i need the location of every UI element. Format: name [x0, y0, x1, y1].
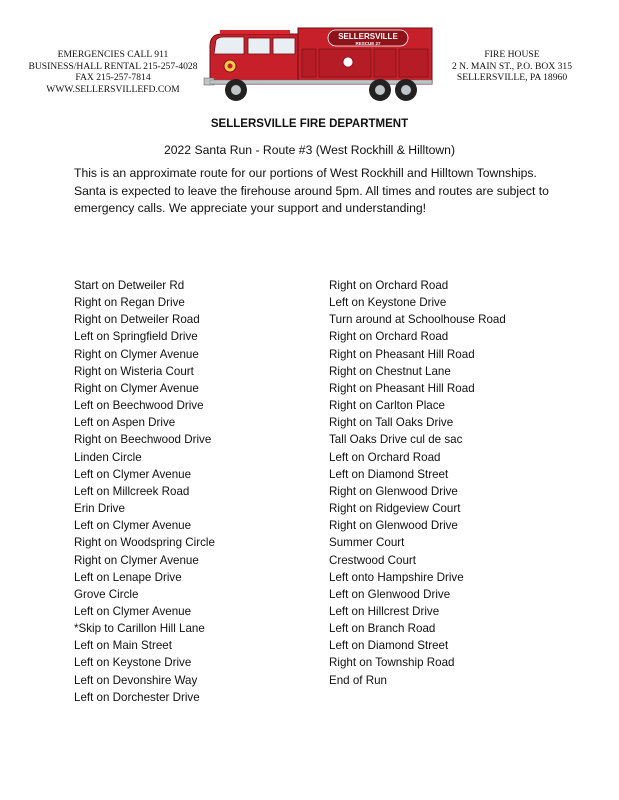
route-step: Left on Clymer Avenue — [74, 604, 192, 618]
route-step: Left on Branch Road — [329, 622, 436, 636]
route-step: Start on Detweiler Rd — [74, 279, 185, 292]
route-step: Right on Glenwood Drive — [329, 519, 458, 533]
route-step: Right on Clymer Avenue — [74, 381, 199, 395]
address-block — [438, 49, 586, 84]
route-step: Linden Circle — [74, 450, 142, 464]
route-step: Right on Chestnut Lane — [329, 364, 451, 378]
route-step: Left on Main Street — [74, 639, 172, 653]
route-step: Left on Clymer Avenue — [74, 467, 192, 481]
route-step: Crestwood Court — [329, 553, 416, 567]
truck-name-text: SELLERSVILLE — [338, 32, 398, 41]
route-subtitle: 2022 Santa Run - Route #3 (West Rockhill & Hilltown) — [163, 143, 456, 157]
route-list-left — [74, 277, 215, 706]
fire-truck-illustration — [202, 22, 436, 104]
route-step: Right on Ridgeview Court — [329, 502, 461, 516]
route-step: Right on Regan Drive — [74, 296, 185, 310]
route-step: Left on Springfield Drive — [74, 330, 198, 344]
route-step: End of Run — [329, 673, 388, 687]
route-step: Summer Court — [329, 536, 405, 550]
route-step: Left on Glenwood Drive — [329, 587, 451, 601]
route-step: Left on Lenape Drive — [74, 570, 182, 584]
letterhead — [0, 0, 619, 110]
business-phone-line: BUSINESS/HALL RENTAL 215-257-4028 — [28, 60, 198, 72]
route-step: Right on Beechwood Drive — [74, 433, 212, 447]
route-step: Right on Township Road — [329, 656, 455, 670]
website-line: WWW.SELLERSVILLEFD.COM — [46, 83, 180, 95]
route-step: Erin Drive — [74, 502, 125, 516]
route-step: Left on Keystone Drive — [329, 296, 447, 310]
route-step: Left on Beechwood Drive — [74, 399, 204, 413]
route-step: Left on Hillcrest Drive — [329, 604, 440, 618]
fax-line: FAX 215-257-7814 — [75, 72, 151, 83]
route-step: Right on Orchard Road — [329, 279, 449, 292]
route-list-right — [329, 277, 506, 689]
route-step: Grove Circle — [74, 587, 139, 601]
route-step: Left on Clymer Avenue — [74, 519, 192, 533]
emergency-line: EMERGENCIES CALL 911 — [57, 49, 169, 60]
route-step: Right on Clymer Avenue — [74, 347, 199, 361]
route-step: Right on Wisteria Court — [74, 364, 194, 378]
route-step: Right on Carlton Place — [329, 399, 445, 413]
route-step: Left on Orchard Road — [329, 450, 441, 464]
route-step: Right on Clymer Avenue — [74, 553, 199, 567]
route-step: Left onto Hampshire Drive — [329, 570, 464, 584]
route-step: Left on Diamond Street — [329, 639, 449, 653]
document-title: SELLERSVILLE FIRE DEPARTMENT — [210, 118, 409, 130]
route-step: Left on Diamond Street — [329, 467, 449, 481]
firehouse-label: FIRE HOUSE — [484, 49, 540, 60]
route-step: Left on Dorchester Drive — [74, 690, 200, 704]
route-step: Right on Pheasant Hill Road — [329, 381, 475, 395]
route-step: Right on Woodspring Circle — [74, 536, 215, 550]
truck-unit-text: RESCUE 27 — [355, 41, 381, 46]
route-step: Right on Orchard Road — [329, 330, 449, 344]
route-step: Left on Aspen Drive — [74, 416, 176, 430]
route-step: Right on Pheasant Hill Road — [329, 347, 475, 361]
route-step: Tall Oaks Drive cul de sac — [329, 433, 463, 447]
city-state-zip: SELLERSVILLE, PA 18960 — [456, 72, 568, 83]
street-address: 2 N. MAIN ST., P.O. BOX 315 — [451, 60, 573, 72]
route-step: Left on Keystone Drive — [74, 656, 192, 670]
route-step: Right on Glenwood Drive — [329, 484, 458, 498]
contact-info-block — [28, 49, 198, 95]
route-step: Right on Detweiler Road — [74, 313, 200, 327]
route-step: Right on Tall Oaks Drive — [329, 416, 454, 430]
route-step: Turn around at Schoolhouse Road — [329, 313, 506, 327]
route-step: Left on Devonshire Way — [74, 673, 198, 687]
route-step: Left on Millcreek Road — [74, 484, 190, 498]
intro-paragraph: This is an approximate route for our portions of West Rockhill and Hilltown Townships. Santa is expected to leave the firehouse around 5pm. All times and routes are subject to emergency calls. We appreciate your support and understanding! — [74, 166, 549, 215]
route-step: *Skip to Carillon Hill Lane — [74, 622, 205, 636]
